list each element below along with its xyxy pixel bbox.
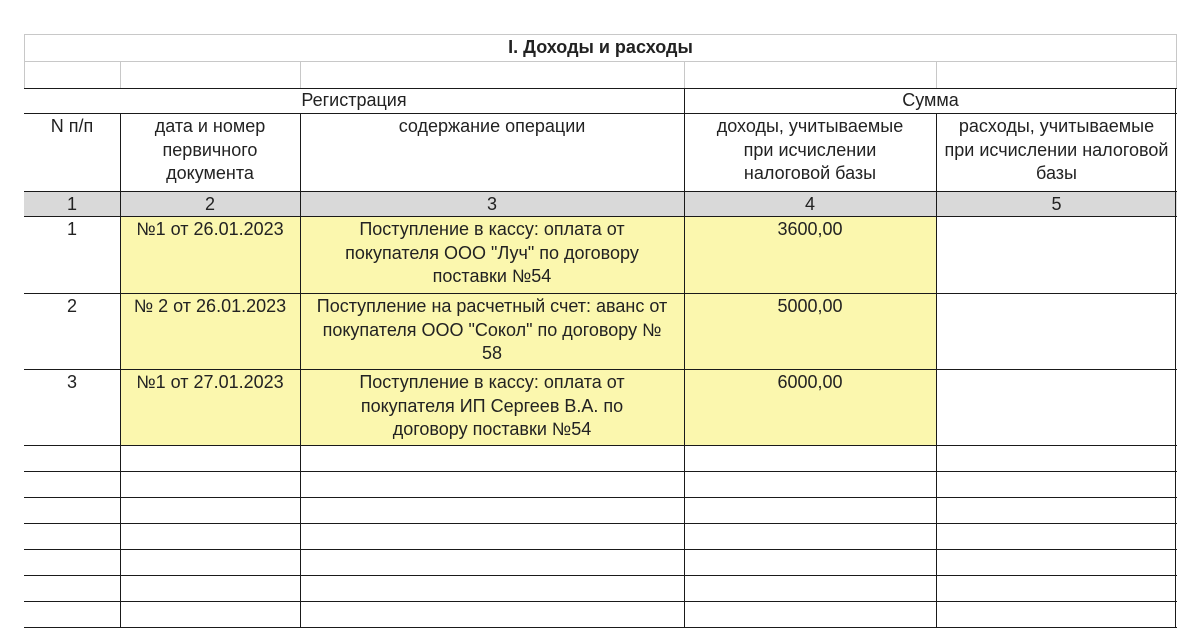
- row-3-income: 6000,00: [777, 372, 843, 392]
- income-expense-table: [24, 34, 1177, 629]
- column-header-num: N п/п: [50, 116, 94, 136]
- row-2-num: 2: [66, 296, 77, 316]
- row-2-operation: Поступление на расчетный счет: аванс от покупателя ООО "Сокол" по договору № 58: [316, 296, 668, 363]
- row-2-expense: [936, 295, 1177, 369]
- column-header-document: дата и номер первичного документа: [154, 116, 266, 183]
- row-3-document: №1 от 27.01.2023: [136, 372, 284, 392]
- row-1-expense: [936, 218, 1177, 293]
- row-1-document: №1 от 26.01.2023: [136, 219, 284, 239]
- row-2-income: 5000,00: [777, 296, 843, 316]
- row-3-operation: Поступление в кассу: оплата от покупателя ИП Сергеев В.А. по договору поставки №54: [359, 372, 625, 439]
- column-header-operation: содержание операции: [398, 116, 586, 136]
- header-sum: Сумма: [902, 90, 959, 110]
- column-number-1: 1: [66, 194, 77, 214]
- row-1-income: 3600,00: [777, 219, 843, 239]
- column-number-3: 3: [486, 194, 497, 214]
- row-1-num: 1: [66, 219, 77, 239]
- row-3-num: 3: [66, 372, 77, 392]
- row-2-document: № 2 от 26.01.2023: [133, 296, 287, 316]
- header-registration: Регистрация: [301, 90, 407, 110]
- table-title: I. Доходы и расходы: [508, 37, 693, 57]
- column-number-2: 2: [204, 194, 215, 214]
- column-number-5: 5: [1051, 194, 1062, 214]
- column-header-expense: расходы, учитываемые при исчислении налоговой базы: [944, 116, 1169, 183]
- row-3-expense: [936, 371, 1177, 445]
- column-header-income: доходы, учитываемые при исчислении налоговой базы: [716, 116, 904, 183]
- row-1-operation: Поступление в кассу: оплата от покупателя ООО "Луч" по договору поставки №54: [345, 219, 639, 286]
- column-number-4: 4: [804, 194, 815, 214]
